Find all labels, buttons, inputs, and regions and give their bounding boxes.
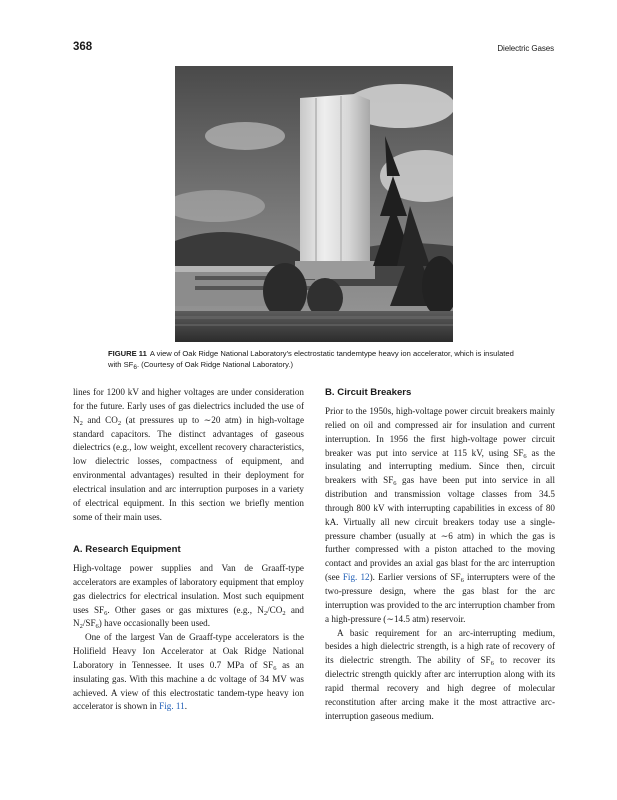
figure-label: FIGURE 11 bbox=[108, 349, 147, 358]
section-heading-research-equipment: A. Research Equipment bbox=[73, 544, 181, 555]
paragraph: A basic requirement for an arc-interrupting medium, besides a high dielectric strength, is a high rate of recovery of its dielectric strength. The ability of $SF_6$ to recover its dielectric strength quickly after arc interruption along with its rapid thermal recovery and high degree of molecular reconstitution after arcing make it the most attractive arc-interruption gaseous medium. bbox=[325, 627, 555, 721]
section-heading-circuit-breakers: B. Circuit Breakers bbox=[325, 387, 412, 398]
left-column bbox=[73, 386, 304, 524]
paragraph: Prior to the 1950s, high-voltage power circuit breakers mainly relied on oil and compressed air for insulation and current interruption. In 1956 the first high-voltage power circuit breaker was put into service at 115 kV, using $SF_6$ as the insulating and interrupting medium. Since then, circuit breakers with $SF_6$ gas have been put into service in all distribution and transmission voltage classes from 34.5 through 800 kV with interrupting capabilities in excess of 80 kA. Virtually all new circuit breakers today use a single-pressure chamber (usually at ∼6 atm) in which the gas is further compressed with a piston attached to the moving contact and provides an axial gas blast for the arc interruption (see Fig. 12). Earlier versions of $SF_6$ interrupters were of the two-pressure design, where the gas blast for the arc interruption was provided to the arc interruption chamber from a high-pressure (∼14.5 atm) reservoir. bbox=[325, 406, 555, 624]
left-column-section bbox=[73, 562, 304, 714]
caption-text-end: . (Courtesy of Oak Ridge National Laboratory.) bbox=[136, 359, 293, 369]
figure-12-link[interactable]: Fig. 12 bbox=[342, 572, 370, 583]
page-number: 368 bbox=[73, 41, 93, 53]
paragraph: High-voltage power supplies and Van de Graaff-type accelerators are examples of laboratory equipment that employ gas dielectrics for electrical insulation. Most such equipment uses $SF_6$. Other gases or gas mixtures (e.g., $N_2/CO_2$ and $N_2/SF_6$) have occasionally been used. bbox=[73, 563, 304, 631]
running-title: Dielectric Gases bbox=[497, 44, 554, 53]
figure-caption bbox=[108, 349, 528, 370]
right-column bbox=[325, 405, 555, 723]
caption-subscript: 6 bbox=[133, 363, 137, 371]
accelerator-photo bbox=[175, 66, 453, 342]
intro-paragraph: lines for 1200 kV and higher voltages are under consideration for the future. Early uses of gas dielectrics included the use of $N_2$ and $CO_2$ (at pressures up to ∼20 atm) in high-voltage standard capacitors. The distinct advantages of gaseous dielectrics (e.g., low weight, excellent recovery characteristics, low dielectric losses, compactness of equipment, and environmental advantages) resulted in their deployment for electrical insulation and arc interruption purposes in a variety of electrical equipment. In this section we briefly mention some of their main uses. bbox=[73, 387, 304, 522]
paragraph: One of the largest Van de Graaff-type accelerators is the Holifield Heavy Ion Accelerator at Oak Ridge National Laboratory in Tennessee. It uses 0.7 MPa of $SF_6$ as an insulating gas. With this machine a dc voltage of 34 MV was achieved. A view of this electrostatic tandem-type heavy ion accelerator is shown in Fig. 11. bbox=[73, 632, 304, 712]
caption-text: A view of Oak Ridge National Laboratory's electrostatic tandemtype heavy ion accelerator, which is insulated with SF bbox=[108, 349, 514, 369]
figure-11-link[interactable]: Fig. 11 bbox=[159, 701, 185, 712]
